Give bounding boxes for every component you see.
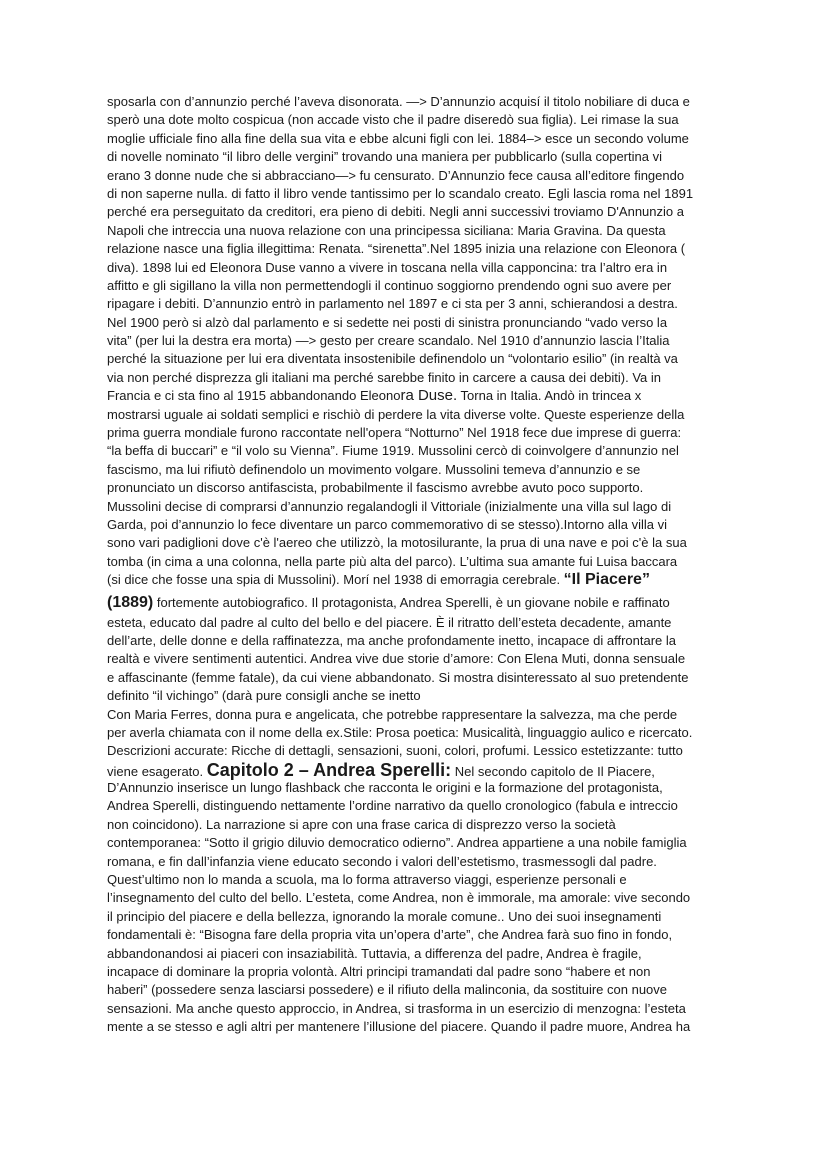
body-text: Descrizioni accurate: Ricche di dettagli, sensazioni, suoni, colori, profumi. Lessico estetizzante: tutto	[107, 743, 683, 759]
body-text: ra Duse.	[400, 387, 458, 405]
text-line	[107, 614, 747, 632]
body-text: relazione nasce una figlia illegittima: Renata. “sirenetta”.Nel 1895 inizia una relazione con Eleonora (	[107, 241, 686, 257]
body-text: incapace di dominare la propria volontà. Altri principi tramandati dal padre sono “habere et non	[107, 963, 651, 979]
text-line	[107, 669, 747, 687]
text-line	[107, 222, 747, 240]
body-text: haberi” (possedere senza lasciarsi possedere) e il rifiuto della malinconia, da sostituire con nuove	[107, 982, 668, 998]
text-line	[107, 853, 747, 871]
text-line	[107, 742, 747, 760]
text-line	[107, 185, 747, 203]
body-text: diva). 1898 lui ed Eleonora Duse vanno a vivere in toscana nella villa capponcina: tra l’altro era in	[107, 259, 668, 275]
text-line	[107, 350, 747, 368]
body-text: (si dice che fosse una spia di Mussolini). Morí nel 1938 di emorragia cerebrale.	[107, 572, 564, 588]
text-line	[107, 871, 747, 889]
text-line	[107, 761, 747, 779]
text-line	[107, 779, 747, 797]
text-line	[107, 687, 747, 705]
body-text: sperò una dote molto cospicua (non accade visto che il padre diseredò sua figlia). Lei rimase la sua	[107, 112, 679, 128]
text-line	[107, 797, 747, 815]
text-line	[107, 479, 747, 497]
heading-text: “Il Piacere”	[563, 571, 650, 589]
body-text: vita” (per lui la destra era morta) —> gesto per creare scandalo. Nel 1910 d’annunzio lascia l’Italia	[107, 333, 670, 349]
text-line	[107, 571, 747, 589]
body-text: viene esagerato.	[107, 763, 207, 779]
text-line	[107, 259, 747, 277]
text-line	[107, 277, 747, 295]
body-text: romana, e fin dall’infanzia viene educato secondo i valori dell’estetismo, trasmessogli dal padre.	[107, 853, 657, 869]
body-text: sposarla con d’annunzio perché l’aveva disonorata. —> D’annunzio acquisí il titolo nobiliare di duca e	[107, 94, 690, 109]
body-text: sensazioni. Ma anche questo approccio, in Andrea, si trasforma in un esercizio di menzogna: l’esteta	[107, 1000, 686, 1016]
body-text: fondamentali è: “Bisogna fare della propria vita un’opera d’arte”, che Andrea farà suo fino in fondo,	[107, 927, 673, 943]
text-line	[107, 167, 747, 185]
body-text: Andrea Sperelli, distinguendo nettamente l’ordine narrativo da quello cronologico (fabula e intreccio	[107, 798, 678, 814]
body-text: contemporanea: “Sotto il grigio diluvio democratico odierno”. Andrea appartiene a una nobile famiglia	[107, 835, 687, 851]
body-text: affitto e gli sigillano la villa non permettendogli il continuo soggiorno prendendo ogni suo avere per	[107, 277, 672, 293]
text-line	[107, 93, 747, 111]
text-line	[107, 926, 747, 944]
body-text: fascismo, ma lui rifiutò definendolo un movimento volgare. Mussolini temeva d’annunzio e se	[107, 461, 641, 477]
text-line	[107, 963, 747, 981]
body-text: l’insegnamento del culto del bello. L’esteta, come Andrea, non è immorale, ma amorale: vive secondo	[107, 890, 691, 906]
text-line	[107, 816, 747, 834]
text-line	[107, 553, 747, 571]
body-text: di novelle nominato “il libro delle vergini” trovando una maniera per pubblicarlo (sulla copertina vi	[107, 149, 662, 165]
body-text: mente a se stesso e agli altri per mantenere l’illusione del piacere. Quando il padre muore, Andrea ha	[107, 1019, 691, 1035]
body-text: non coincidono). La narrazione si apre con una frase carica di disprezzo verso la società	[107, 816, 616, 832]
body-text: dell’arte, delle donne e della raffinatezza, ma anche profondamente inetto, incapace di affrontare la	[107, 632, 677, 648]
body-text: pronunciato un discorso antifascista, probabilmente il fascismo avrebbe avuto poco supporto.	[107, 480, 644, 496]
body-text: prima guerra mondiale furono raccontate nell'opera “Notturno” Nel 1918 fece due imprese di guerra:	[107, 425, 682, 441]
heading-text: Capitolo 2 – Andrea Sperelli:	[206, 759, 452, 780]
body-text: via non perché disprezza gli italiani ma perché sarebbe finito in carcere a causa dei debiti). Va in	[107, 369, 662, 385]
text-line	[107, 387, 747, 405]
body-text: “la beffa di buccari” e “il volo su Vienna”. Fiume 1919. Mussolini cercò di coinvolgere d’annunzio nel	[107, 443, 679, 459]
text-line	[107, 632, 747, 650]
body-text: sono vari padiglioni dove c'è l'aereo che utilizzò, la motosilurante, la prua di una nave e poi c'è la sua	[107, 535, 687, 551]
body-text: Mussolini decise di comprarsi d’annunzio regalandogli il Vittoriale (inizialmente una villa sul lago di	[107, 498, 672, 514]
body-text: D’Annunzio inserisce un lungo flashback che racconta le origini e la formazione del protagonista,	[107, 780, 663, 796]
text-line	[107, 130, 747, 148]
text-line	[107, 724, 747, 742]
text-line	[107, 314, 747, 332]
body-text: perché era perseguitato da creditori, era pieno di debiti. Negli anni successivi troviamo D'Annunzio a	[107, 204, 684, 220]
body-text: Quest’ultimo non lo manda a scuola, ma lo forma attraverso viaggi, esperienze personali e	[107, 872, 627, 888]
text-line	[107, 516, 747, 534]
text-line	[107, 461, 747, 479]
body-text: esteta, educato dal padre al culto del bello e del piacere. È il ritratto dell’esteta decadente, amante	[107, 614, 672, 630]
text-line	[107, 332, 747, 350]
text-line	[107, 148, 747, 166]
body-text: mostrarsi uguale ai soldati semplici e rischiò di perdere la vita diverse volte. Queste esperienze della	[107, 406, 685, 422]
text-line	[107, 498, 747, 516]
text-line	[107, 706, 747, 724]
body-text: realtà e vivere sentimenti autentici. Andrea vive due storie d’amore: Con Elena Muti, donna sensuale	[107, 651, 686, 667]
body-text: fortemente autobiografico. Il protagonista, Andrea Sperelli, è un giovane nobile e raffinato	[153, 594, 670, 610]
text-line	[107, 442, 747, 460]
body-text: Napoli che intreccia una nuova relazione con una principessa siciliana: Maria Gravina. Da questa	[107, 222, 666, 238]
text-line	[107, 424, 747, 442]
body-text: Francia e ci sta fino al 1915 abbandonando Eleono	[107, 388, 401, 404]
body-text: Nel 1900 però si alzò dal parlamento e si sedette nei posti di sinistra pronunciando “vado verso la	[107, 314, 668, 330]
document-page	[107, 93, 747, 1037]
text-line	[107, 406, 747, 424]
text-line	[107, 834, 747, 852]
text-line	[107, 590, 747, 614]
text-line	[107, 908, 747, 926]
text-line	[107, 1018, 747, 1036]
body-text: Garda, poi d’annunzio lo fece diventare un parco commemorativo di se stesso).Intorno alla villa vi	[107, 516, 668, 532]
text-line	[107, 981, 747, 999]
text-line	[107, 111, 747, 129]
text-line	[107, 203, 747, 221]
body-text: di non saperne nulla. di fatto il libro vende tantissimo per lo scandalo creato. Egli lascia roma nel 1891	[107, 185, 694, 201]
body-text: il principio del piacere e della bellezza, ignorando la morale comune.. Uno dei suoi insegnamenti	[107, 908, 662, 924]
body-text: abbandonandosi ai piaceri con insaziabilità. Tuttavia, a differenza del padre, Andrea è fragile,	[107, 945, 642, 961]
body-text: definito “il vichingo” (darà pure consigli anche se inetto	[107, 688, 421, 704]
body-text: moglie ufficiale fino alla fine della sua vita e ebbe alcuni figli con lei. 1884–> esce un secondo volume	[107, 130, 689, 146]
body-text: Torna in Italia. Andò in trincea x	[457, 388, 642, 404]
text-line	[107, 650, 747, 668]
text-line	[107, 534, 747, 552]
text-line	[107, 295, 747, 313]
body-text: erano 3 donne nude che si abbracciano—> fu censurato. D’Annunzio fece causa all’editore fingendo	[107, 167, 685, 183]
body-text: tomba (in cima a una colonna, nella parte più alta del parco). L’ultima sua amante fui Luisa baccara	[107, 553, 678, 569]
body-text: Nel secondo capitolo de Il Piacere,	[451, 763, 655, 779]
text-line	[107, 369, 747, 387]
body-text: e affascinante (femme fatale), da cui viene abbandonato. Si mostra disinteressato al suo pretendente	[107, 669, 689, 685]
text-line	[107, 945, 747, 963]
body-text: per averla chiamata con il nome della ex.Stile: Prosa poetica: Musicalità, linguaggio aulico e ricercato.	[107, 724, 693, 740]
body-text: perché la situazione per lui era diventata insostenibile definendolo un “volontario esilio” (in realtà va	[107, 351, 678, 367]
text-line	[107, 240, 747, 258]
text-line	[107, 889, 747, 907]
body-text: ripagare i debiti. D’annunzio entrò in parlamento nel 1897 e ci sta per 3 anni, schierandosi a destra.	[107, 296, 678, 312]
text-line	[107, 1000, 747, 1018]
body-text: Con Maria Ferres, donna pura e angelicata, che potrebbe rappresentare la salvezza, ma che perde	[107, 706, 678, 722]
heading-text: (1889)	[107, 593, 154, 611]
